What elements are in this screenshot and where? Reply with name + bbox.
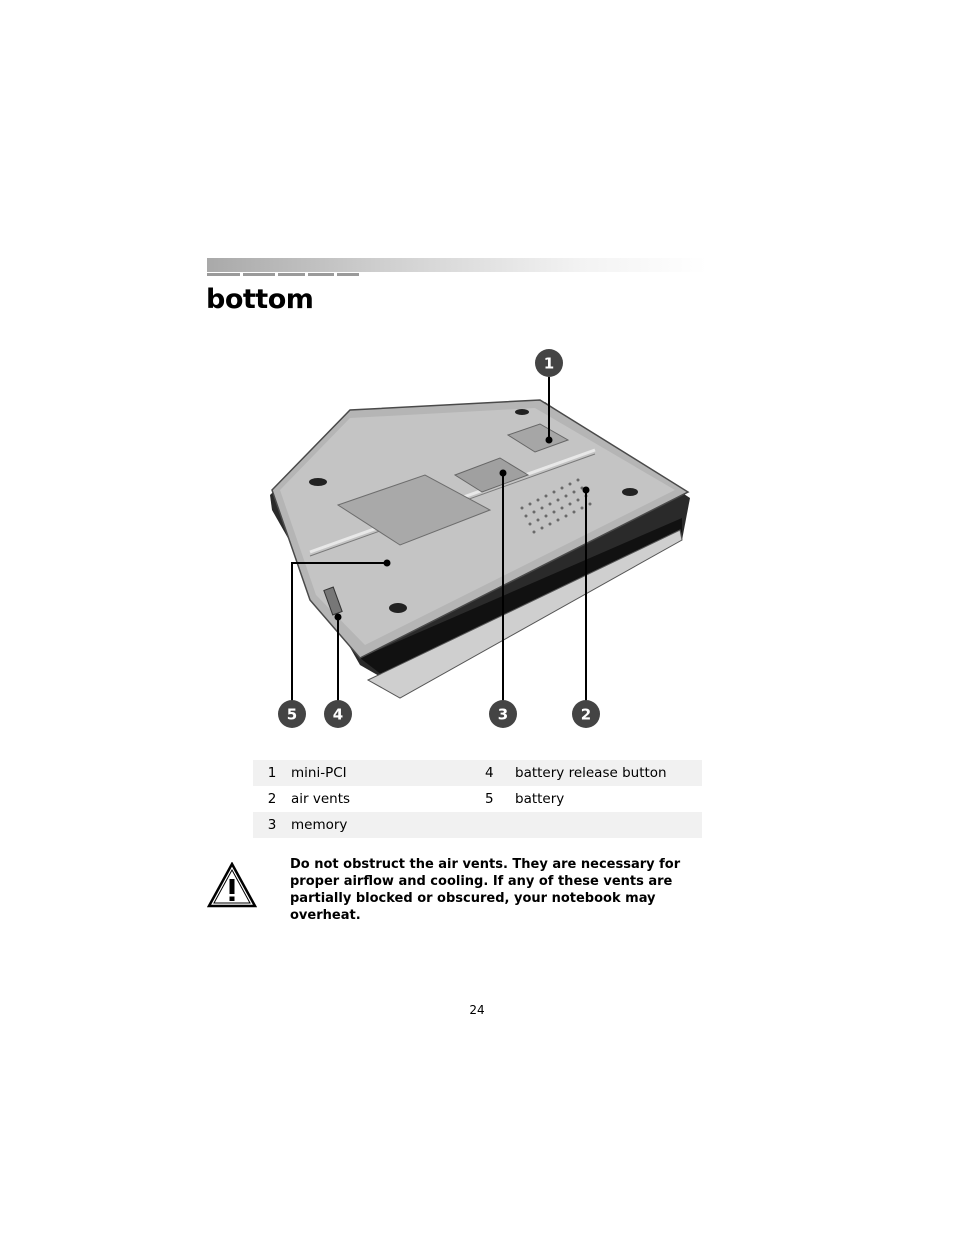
- legend-label: battery release button: [509, 760, 702, 786]
- legend-label: mini-PCI: [291, 760, 485, 786]
- legend-number: 1: [253, 760, 291, 786]
- callout-3: [489, 700, 517, 728]
- legend-number: 3: [253, 812, 291, 838]
- svg-text:2: 2: [580, 705, 592, 724]
- callout-5: [278, 700, 306, 728]
- legend-table: [253, 760, 702, 838]
- callout-1: [535, 349, 563, 377]
- table-row: [253, 760, 702, 786]
- page-title: bottom: [206, 284, 314, 315]
- legend-label: [509, 812, 702, 838]
- svg-text:3: 3: [497, 705, 509, 724]
- legend-number: 2: [267, 791, 277, 807]
- legend-number: 4: [485, 760, 509, 786]
- svg-text:5: 5: [286, 705, 298, 724]
- svg-text:1: 1: [543, 354, 555, 373]
- legend-number: 5: [485, 791, 494, 807]
- svg-text:4: 4: [332, 705, 344, 724]
- page-number: 24: [469, 1003, 485, 1017]
- warning-triangle-icon: [207, 862, 257, 908]
- table-row: [253, 786, 702, 812]
- legend-number: [485, 812, 509, 838]
- legend-label: memory: [291, 812, 485, 838]
- legend-label: battery: [515, 791, 565, 807]
- table-row: [253, 812, 702, 838]
- section-header-bar: [207, 258, 707, 272]
- notebook-bottom-illustration: [250, 340, 710, 740]
- notebook-bottom-figure: [250, 340, 710, 740]
- warning-text: Do not obstruct the air vents. They are necessary for proper airflow and cooling. If any of these vents are partially blocked or obscured, your notebook may overheat.: [290, 857, 681, 923]
- callout-2: [572, 700, 600, 728]
- legend-label: air vents: [291, 791, 351, 807]
- callout-4: [324, 700, 352, 728]
